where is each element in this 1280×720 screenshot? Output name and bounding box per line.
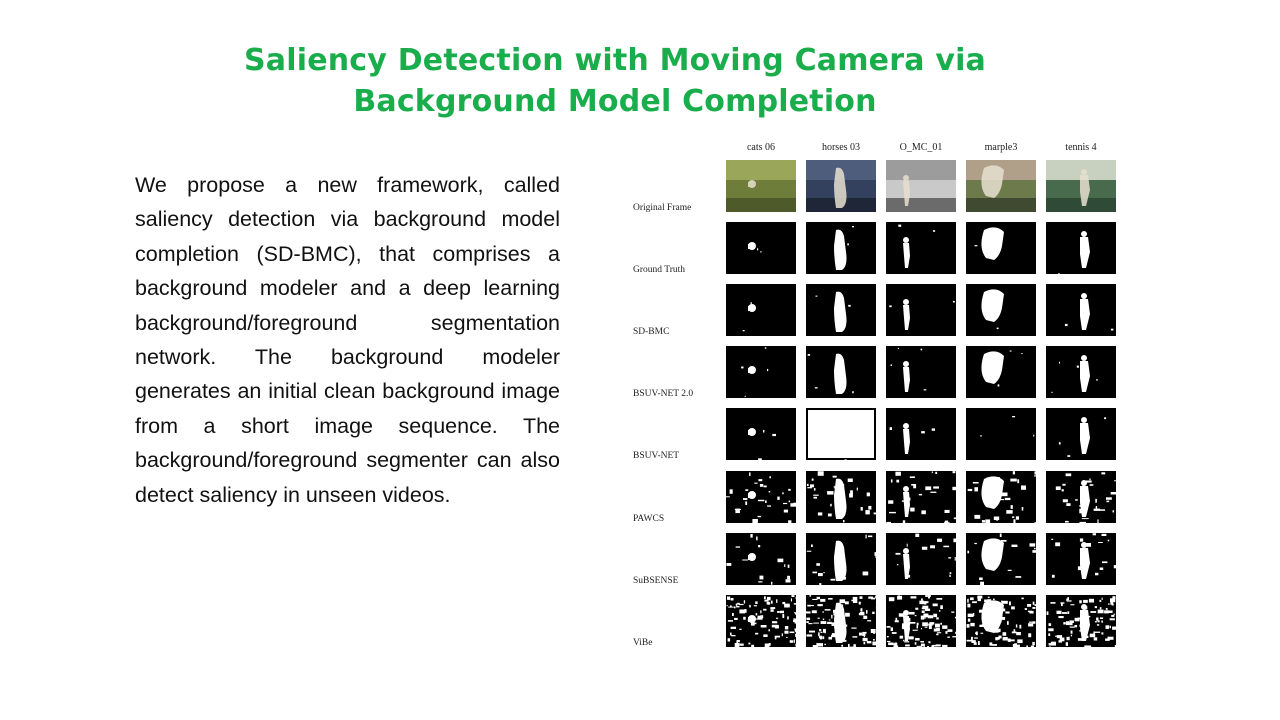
mask-thumbnail [806, 595, 876, 647]
title-line-2: Background Model Completion [353, 84, 877, 119]
mask-thumbnail [726, 533, 796, 585]
column-header: marple3 [984, 142, 1018, 153]
column-header: cats 06 [746, 142, 776, 153]
row-label: BSUV-NET 2.0 [633, 389, 694, 399]
mask-thumbnail [1046, 408, 1116, 460]
mask-thumbnail [886, 408, 956, 460]
slide-title [200, 40, 1030, 122]
column-header: horses 03 [821, 142, 861, 153]
mask-thumbnail [806, 533, 876, 585]
original-frame-thumbnail [1046, 160, 1116, 212]
mask-thumbnail [726, 408, 796, 460]
row-label: ViBe [633, 638, 653, 648]
mask-thumbnail [726, 346, 796, 398]
mask-thumbnail [966, 346, 1036, 398]
original-frame-thumbnail [806, 160, 876, 212]
body-paragraph: We propose a new framework, called saliency detection via background model completion (SD-BMC), that comprises a background modeler and a deep learning background/foreground segmentation network. The background modeler generates an initial clean background image from a short image sequence. The background/foreground segmenter can also detect saliency in unseen videos. [135, 173, 560, 507]
mask-thumbnail [806, 471, 876, 523]
mask-thumbnail [1046, 222, 1116, 274]
results-figure [620, 138, 1130, 658]
mask-thumbnail [1046, 595, 1116, 647]
mask-thumbnail [806, 284, 876, 336]
original-frame-thumbnail [726, 160, 796, 212]
original-frame-thumbnail [966, 160, 1036, 212]
mask-thumbnail [1046, 284, 1116, 336]
row-label: BSUV-NET [633, 451, 680, 461]
mask-thumbnail [886, 284, 956, 336]
mask-thumbnail [726, 284, 796, 336]
mask-thumbnail [1046, 346, 1116, 398]
column-header: tennis 4 [1065, 142, 1097, 153]
mask-thumbnail [806, 222, 876, 274]
mask-thumbnail [886, 471, 956, 523]
mask-thumbnail [886, 595, 956, 647]
row-label: Ground Truth [633, 265, 685, 275]
mask-thumbnail [1046, 471, 1116, 523]
mask-thumbnail [966, 533, 1036, 585]
mask-thumbnail [726, 471, 796, 523]
mask-thumbnail [806, 346, 876, 398]
mask-thumbnail [1046, 533, 1116, 585]
column-header: O_MC_01 [899, 142, 943, 153]
row-label: SuBSENSE [633, 576, 679, 586]
mask-thumbnail [966, 471, 1036, 523]
row-label: PAWCS [633, 514, 665, 524]
mask-thumbnail [966, 222, 1036, 274]
mask-thumbnail [966, 284, 1036, 336]
mask-thumbnail [966, 408, 1036, 460]
original-frame-thumbnail [886, 160, 956, 212]
mask-thumbnail [886, 346, 956, 398]
row-label: SD-BMC [633, 327, 670, 337]
mask-thumbnail [966, 595, 1036, 647]
mask-thumbnail [886, 533, 956, 585]
mask-thumbnail [886, 222, 956, 274]
mask-thumbnail [806, 408, 876, 460]
mask-thumbnail [726, 222, 796, 274]
row-label: Original Frame [633, 203, 692, 213]
title-line-1: Saliency Detection with Moving Camera via [243, 43, 986, 78]
mask-thumbnail [726, 595, 796, 647]
